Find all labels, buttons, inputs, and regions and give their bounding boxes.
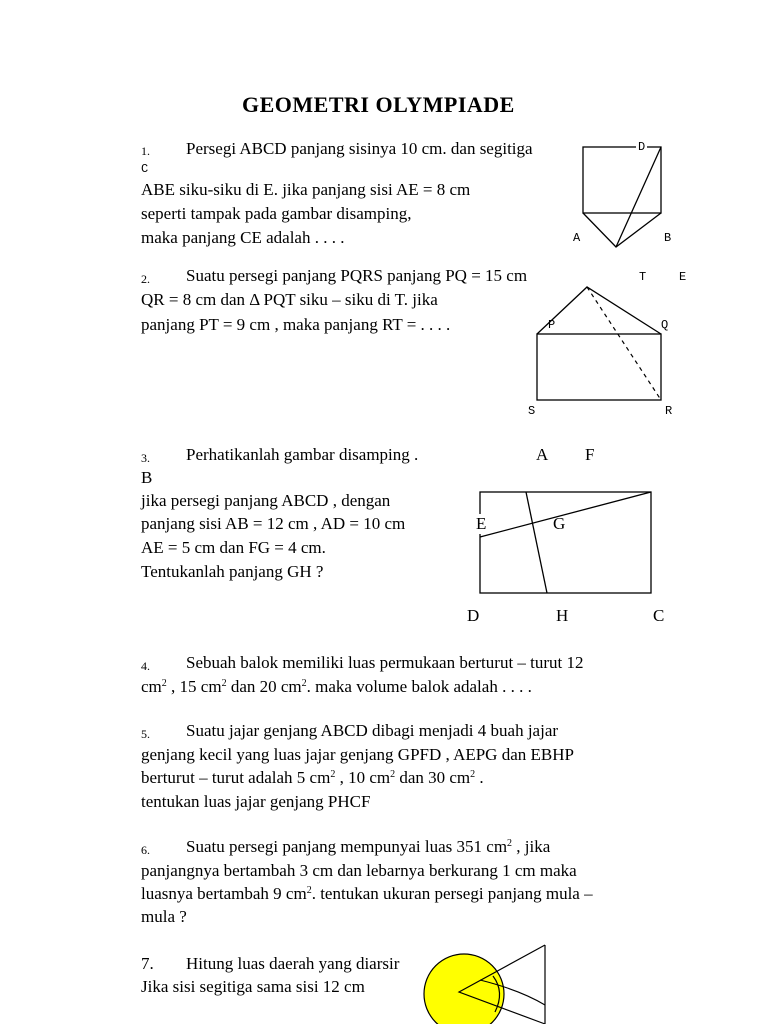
q1-label-b: B (664, 231, 672, 245)
q5-line4: tentukan luas jajar genjang PHCF (141, 792, 371, 811)
q4-line2: $cm^2$ , 15 $cm^2$ dan 20 $cm^2$. maka volume balok adalah . . . . (141, 677, 532, 696)
q3-label-h: H (556, 606, 569, 625)
q1-label-d: D (638, 140, 646, 154)
q6-line4: mula ? (141, 907, 187, 926)
q1-line4: maka panjang CE adalah . . . . (141, 228, 345, 247)
q1-line1-wrap: C (141, 162, 149, 176)
q3-line1-wrap: B (141, 468, 153, 487)
q5-line2: genjang kecil yang luas jajar genjang GPFD , AEPG dan EBHP (141, 745, 574, 764)
q5-number: 5. (141, 727, 150, 741)
q3-label-f: F (585, 445, 595, 464)
page-title: GEOMETRI OLYMPIADE (242, 92, 515, 117)
q2-label-s: S (528, 404, 536, 418)
q4-line1: Sebuah balok memiliki luas permukaan berturut – turut 12 (186, 653, 584, 672)
q2-line1: Suatu persegi panjang PQRS panjang PQ = 15 cm (186, 266, 528, 285)
q5-line1: Suatu jajar genjang ABCD dibagi menjadi 4 buah jajar (186, 721, 559, 740)
q2-line3: panjang PT = 9 cm , maka panjang RT = . . . . (141, 315, 451, 334)
q6-line3: luasnya bertambah 9 $cm^2$. tentukan ukuran persegi panjang mula – (141, 884, 593, 903)
q7-number: 7. (141, 954, 154, 973)
q7-line2: Jika sisi segitiga sama sisi 12 cm (141, 977, 365, 996)
q3-label-g: G (553, 514, 566, 533)
q1-line1: Persegi ABCD panjang sisinya 10 cm. dan segitiga (186, 139, 533, 158)
q4-number: 4. (141, 659, 150, 673)
q3-number: 3. (141, 451, 150, 465)
q2-label-r: R (665, 404, 673, 418)
q3-line2: jika persegi panjang ABCD , dengan (141, 491, 391, 510)
q2-line2: QR = 8 cm dan Δ PQT siku – siku di T. jika (141, 290, 438, 309)
q7-line1: Hitung luas daerah yang diarsir (186, 954, 400, 973)
q1-number: 1. (141, 144, 150, 158)
q2-label-q: Q (661, 318, 669, 332)
q3-label-e: E (476, 514, 487, 533)
q2-label-p: P (548, 318, 556, 332)
q6-number: 6. (141, 843, 150, 857)
q3-line5: Tentukanlah panjang GH ? (141, 562, 324, 581)
q2-label-t: T (639, 270, 647, 284)
q3-label-a: A (536, 445, 549, 464)
q3-line4: AE = 5 cm dan FG = 4 cm. (141, 538, 326, 557)
q3-line1: Perhatikanlah gambar disamping . (186, 445, 419, 464)
q3-label-d: D (467, 606, 480, 625)
q1-line3: seperti tampak pada gambar disamping, (141, 204, 412, 223)
q1-label-a: A (573, 231, 581, 245)
q3-label-c: C (653, 606, 665, 625)
q3-line3: panjang sisi AB = 12 cm , AD = 10 cm (141, 514, 406, 533)
q2-number: 2. (141, 272, 150, 286)
q1-line2: ABE siku-siku di E. jika panjang sisi AE = 8 cm (141, 180, 471, 199)
q5-line3: berturut – turut adalah 5 $cm^2$ , 10 $cm^2$ dan 30 $cm^2$ . (141, 768, 484, 787)
q2-label-e: E (679, 270, 687, 284)
q6-line1: Suatu persegi panjang mempunyai luas 351 $cm^2$ , jika (186, 837, 551, 856)
q6-line2: panjangnya bertambah 3 cm dan lebarnya berkurang 1 cm maka (141, 861, 577, 880)
